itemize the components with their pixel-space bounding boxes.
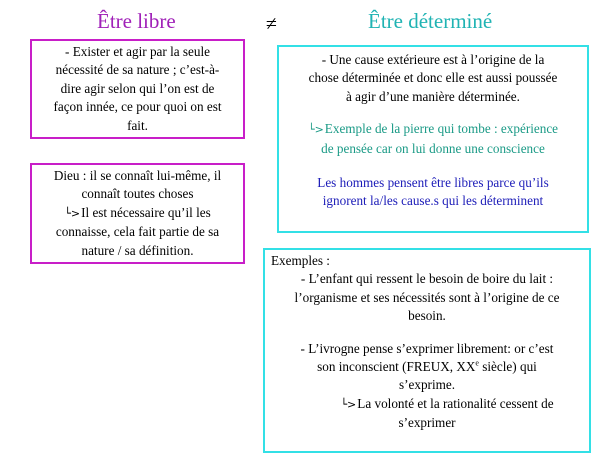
dieu-box: [30, 163, 245, 264]
text-line: fait.: [127, 117, 148, 133]
text-line: Dieu : il se connaît lui-même, il: [53, 168, 222, 183]
text-line: connaît toutes choses: [81, 186, 194, 202]
text-line: └>La volonté et la rationalité cessent de: [340, 395, 554, 411]
heading-etre-determine: Être déterminé: [368, 9, 493, 33]
text-line: à agir d’une manière déterminée.: [346, 88, 520, 104]
text-line: s’exprimer: [398, 415, 456, 431]
examples-title: Exemples :: [271, 253, 330, 268]
quote-line: ignorent la/les cause.s qui les déterminent: [322, 193, 544, 209]
text-line: - L’enfant qui ressent le besoin de boire du lait :: [300, 271, 554, 287]
text-line: façon innée, ce pour quoi on est: [53, 99, 222, 115]
definition-box-determine: [277, 45, 589, 233]
example-line: de pensée car on lui donne une conscience: [321, 140, 545, 156]
examples-box: [263, 248, 591, 453]
text-line: - Exister et agir par la seule: [65, 44, 210, 59]
text-line: s’exprime.: [398, 377, 456, 393]
heading-etre-libre: Être libre: [97, 9, 176, 33]
text-line: nécessité de sa nature ; c’est-à-: [55, 62, 220, 78]
text-line: nature / sa définition.: [81, 242, 194, 258]
not-equal-symbol: ≠: [266, 13, 277, 35]
text-line: l’organisme et ses nécessités sont à l’origine de ce: [294, 289, 560, 305]
text-line: besoin.: [408, 308, 446, 324]
text-line: └>Il est nécessaire qu’il les: [64, 204, 211, 220]
text-line: connaisse, cela fait partie de sa: [55, 224, 220, 240]
definition-box-libre: [30, 39, 245, 139]
text-line: son inconscient (FREUX, XXe siècle) qui: [317, 358, 537, 375]
arrow-icon: └>: [64, 206, 81, 220]
text-line: - Une cause extérieure est à l’origine de la: [321, 52, 545, 67]
arrow-icon: └>: [307, 123, 324, 137]
text-line: dire agir selon qui l’on est de: [60, 80, 215, 96]
example-line: └>Exemple de la pierre qui tombe : expérience: [307, 121, 559, 137]
text-line: chose déterminée et donc elle est aussi poussée: [308, 70, 558, 86]
quote-line: Les hommes pensent être libres parce qu’ils: [317, 175, 549, 191]
text-line: - L’ivrogne pense s’exprimer librement: or c’est: [300, 340, 554, 356]
arrow-icon: └>: [340, 397, 357, 411]
